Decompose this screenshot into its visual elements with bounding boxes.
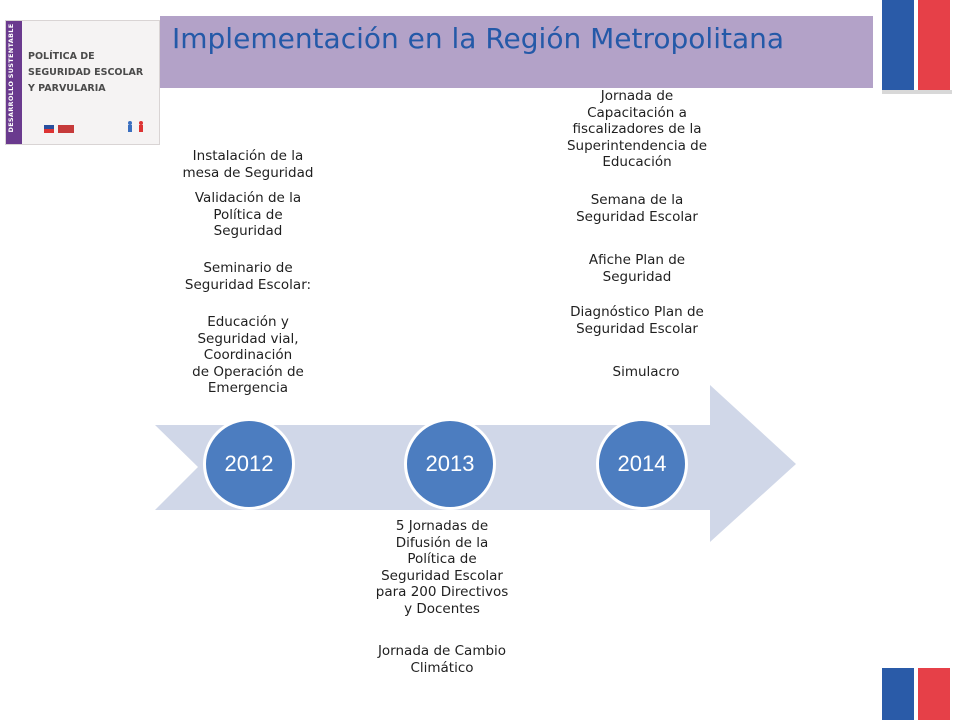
text-line: Superintendencia de <box>566 137 708 154</box>
thumbnail-line-3: Y PARVULARIA <box>28 83 106 94</box>
text-line: Instalación de la <box>192 148 304 164</box>
text-line: Política de <box>407 551 477 567</box>
text-line: para 200 Directivos <box>375 584 509 600</box>
page-title: Implementación en la Región Metropolitana <box>172 22 785 55</box>
text-line: Climático <box>410 659 474 676</box>
thumbnail-line-2: SEGURIDAD ESCOLAR <box>28 67 144 78</box>
text-line: mesa de Seguridad <box>182 164 314 181</box>
milestone-2012-validacion-politica <box>158 190 338 240</box>
text-line: Seguridad <box>213 223 283 239</box>
milestone-2014-capacitacion-fiscalizadores <box>545 88 729 171</box>
milestone-2014-afiche-plan <box>545 252 729 285</box>
text-line: Seguridad Escolar <box>576 208 698 225</box>
year-circle-2014: 2014 <box>596 418 688 510</box>
text-line: Seguridad vial, <box>197 330 299 347</box>
text-line: Diagnóstico Plan de <box>570 304 704 320</box>
text-line: Validación de la <box>194 190 302 206</box>
text-line: Jornada de <box>600 88 674 104</box>
milestone-2014-diagnostico-plan <box>545 304 729 337</box>
text-line: Educación <box>602 154 672 170</box>
text-line: Política de <box>213 206 283 223</box>
milestone-2012-educacion-seguridad-vial <box>158 314 338 397</box>
text-line: Seguridad Escolar <box>381 567 503 584</box>
text-line: Emergencia <box>207 380 289 396</box>
year-circle-2013: 2013 <box>404 418 496 510</box>
text-line: Capacitación a <box>587 104 687 121</box>
milestone-2012-seminario <box>158 260 338 293</box>
text-line: Educación y <box>207 314 289 330</box>
text-line: Semana de la <box>590 192 684 208</box>
text-line: fiscalizadores de la <box>572 121 702 137</box>
milestone-2012-mesa-seguridad <box>158 148 338 181</box>
text-line: Seguridad Escolar <box>576 320 698 337</box>
milestone-2014-semana-seguridad <box>545 192 729 225</box>
milestone-2014-simulacro <box>554 364 738 381</box>
thumbnail-line-1: POLÍTICA DE <box>28 51 95 62</box>
text-line: Afiche Plan de <box>588 252 686 268</box>
milestone-2013-jornadas-difusion <box>352 518 532 617</box>
text-line: Simulacro <box>612 364 680 380</box>
text-line: Jornada de Cambio <box>377 643 507 659</box>
text-line: y Docentes <box>404 600 480 617</box>
milestone-2013-cambio-climatico <box>352 643 532 676</box>
text-line: de Operación de <box>192 363 304 380</box>
text-line: Seguridad Escolar: <box>184 276 312 293</box>
text-line: 5 Jornadas de <box>395 518 489 534</box>
thumbnail-vertical-text: DESARROLLO SUSTENTABLE <box>7 23 15 133</box>
text-line: Coordinación <box>203 347 293 363</box>
year-circle-2012: 2012 <box>203 418 295 510</box>
text-line: Difusión de la <box>395 534 489 551</box>
text-line: Seminario de <box>203 260 293 276</box>
text-line: Seguridad <box>602 268 672 285</box>
